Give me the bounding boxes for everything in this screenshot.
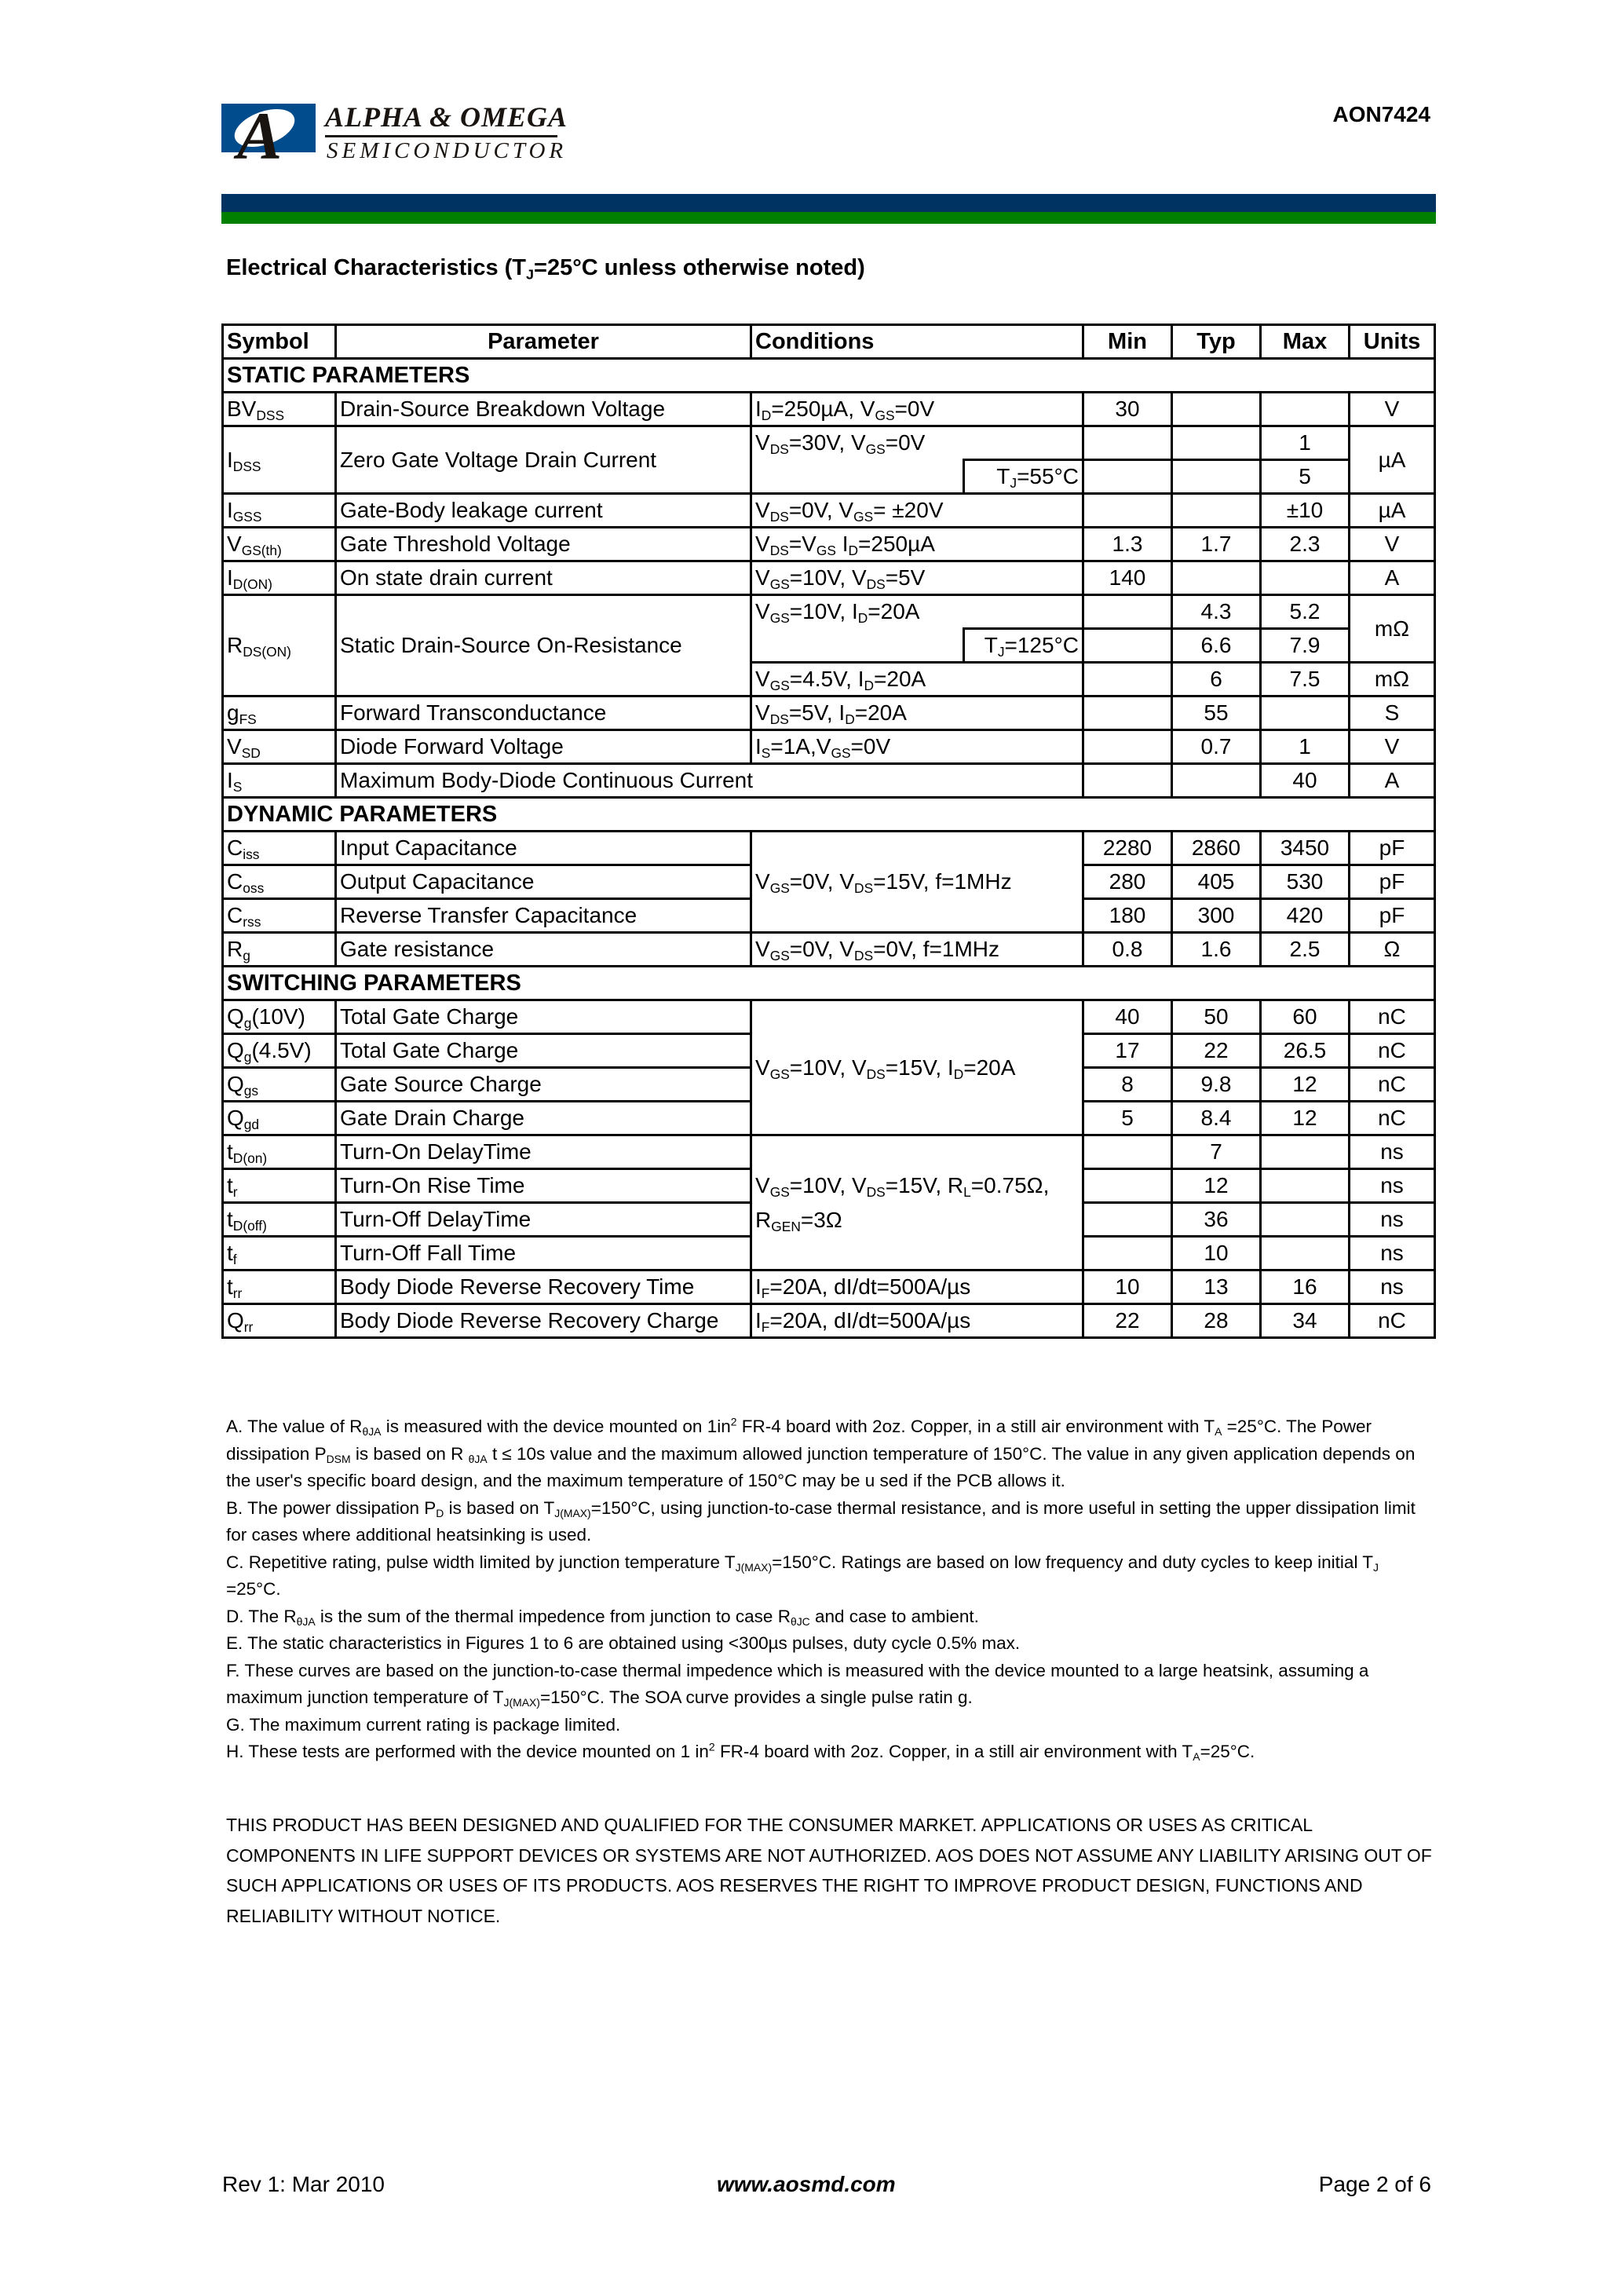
typ-cell: 2860: [1172, 832, 1261, 865]
max-cell: 1: [1261, 426, 1350, 460]
conditions-cell: $I_F=20A$, dI/dt=500A/µs: [751, 1304, 1083, 1338]
min-cell: [1083, 494, 1172, 528]
disclaimer-text: THIS PRODUCT HAS BEEN DESIGNED AND QUALIFIED FOR THE CONSUMER MARKET. APPLICATIONS OR USES AS CRITICAL COMPONENTS IN LIFE SUPPORT DEVICES OR SYSTEMS ARE NOT AUTHORIZED. AOS DOES NOT ASSUME ANY LIABILITY ARISING OUT OF SUCH APPLICATIONS OR USES OF ITS PRODUCTS. AOS RESERVES THE RIGHT TO IMPROVE PRODUCT DESIGN, FUNCTIONS AND RELIABILITY WITHOUT NOTICE.: [226, 1815, 1432, 1926]
conditions-cell: $V_{DS}=0V$, $V_{GS}= \pm 20V$: [751, 494, 1083, 528]
symbol-cell: $I_{DSS}$: [223, 426, 336, 494]
typ-cell: 22: [1172, 1034, 1261, 1068]
unit-cell: V: [1350, 528, 1435, 561]
header-band-blue: [221, 194, 1436, 212]
max-cell: 530: [1261, 865, 1350, 899]
min-cell: [1083, 1169, 1172, 1203]
typ-cell: [1172, 764, 1261, 798]
symbol-cell: $t_f$: [223, 1237, 336, 1270]
conditions-cell: $I_F=20A$, dI/dt=500A/µs: [751, 1270, 1083, 1304]
symbol-cell: $Q_g(4.5V)$: [223, 1034, 336, 1068]
max-cell: 7.5: [1261, 663, 1350, 696]
section-row-static: [223, 359, 1435, 393]
parameter-cell: Total Gate Charge: [336, 1034, 751, 1068]
table-row: [223, 1135, 1435, 1169]
min-cell: [1083, 460, 1172, 494]
footnote-h: H. These tests are performed with the device mounted on 1 $in^2$ FR-4 board with 2oz. Copper, in a still air environment with $T_A=25^\circ C$.: [226, 1740, 1255, 1764]
min-cell: 22: [1083, 1304, 1172, 1338]
min-cell: 5: [1083, 1102, 1172, 1135]
unit-cell: nC: [1350, 1068, 1435, 1102]
min-cell: [1083, 1237, 1172, 1270]
unit-cell: pF: [1350, 899, 1435, 933]
conditions-cell: $I_D=250\mu A$, $V_{GS}=0V$: [751, 393, 1083, 426]
max-cell: ±10: [1261, 494, 1350, 528]
table-row: [223, 764, 1435, 798]
parameter-cell: Maximum Body-Diode Continuous Current: [336, 764, 1083, 798]
symbol-cell: $Q_{rr}$: [223, 1304, 336, 1338]
page-number: Page 2 of 6: [1318, 2172, 1431, 2196]
min-cell: 180: [1083, 899, 1172, 933]
min-cell: 2280: [1083, 832, 1172, 865]
typ-cell: [1172, 426, 1261, 460]
unit-cell: ns: [1350, 1203, 1435, 1237]
conditions-spacer: [751, 629, 964, 663]
typ-cell: 4.3: [1172, 595, 1261, 629]
logo-company-sub: SEMICONDUCTOR: [327, 138, 568, 163]
unit-cell: µA: [1350, 426, 1435, 494]
parameter-cell: Turn-Off DelayTime: [336, 1203, 751, 1237]
company-logo: [221, 98, 598, 182]
logo-company-name: ALPHA & OMEGA: [325, 101, 568, 133]
parameter-cell: Zero Gate Voltage Drain Current: [336, 426, 751, 494]
typ-cell: 1.7: [1172, 528, 1261, 561]
min-cell: [1083, 1203, 1172, 1237]
parameter-cell: Diode Forward Voltage: [336, 730, 751, 764]
typ-cell: 405: [1172, 865, 1261, 899]
max-cell: 12: [1261, 1102, 1350, 1135]
min-cell: [1083, 764, 1172, 798]
symbol-cell: $Q_g(10V)$: [223, 1000, 336, 1034]
max-cell: 16: [1261, 1270, 1350, 1304]
typ-cell: 12: [1172, 1169, 1261, 1203]
section-row-dynamic: [223, 798, 1435, 832]
max-cell: [1261, 1203, 1350, 1237]
unit-cell: ns: [1350, 1169, 1435, 1203]
table-header-row: [223, 325, 1435, 359]
table-row: [223, 393, 1435, 426]
unit-cell: nC: [1350, 1102, 1435, 1135]
symbol-cell: $R_{DS(ON)}$: [223, 595, 336, 696]
max-cell: 40: [1261, 764, 1350, 798]
unit-cell: S: [1350, 696, 1435, 730]
table-row: [223, 730, 1435, 764]
section-label: STATIC PARAMETERS: [223, 359, 1435, 393]
unit-cell: ns: [1350, 1135, 1435, 1169]
typ-cell: 50: [1172, 1000, 1261, 1034]
unit-cell: pF: [1350, 865, 1435, 899]
max-cell: [1261, 1169, 1350, 1203]
max-cell: 2.5: [1261, 933, 1350, 967]
unit-cell: nC: [1350, 1034, 1435, 1068]
parameter-cell: Gate resistance: [336, 933, 751, 967]
symbol-cell: $t_{D(on)}$: [223, 1135, 336, 1169]
col-header-min: Min: [1083, 325, 1172, 359]
min-cell: 280: [1083, 865, 1172, 899]
unit-cell: ns: [1350, 1270, 1435, 1304]
unit-cell: µA: [1350, 494, 1435, 528]
max-cell: [1261, 561, 1350, 595]
col-header-typ: Typ: [1172, 325, 1261, 359]
table-row: [223, 696, 1435, 730]
parameter-cell: Gate-Body leakage current: [336, 494, 751, 528]
typ-cell: 28: [1172, 1304, 1261, 1338]
conditions-cell: $V_{DS}=V_{GS}$ $I_D=250\mu A$: [751, 528, 1083, 561]
typ-cell: [1172, 561, 1261, 595]
footnote-d: D. The $R_{\theta JA}$ is the sum of the thermal impedence from junction to case $R_{\theta JC}$ and case to ambient.: [226, 1606, 979, 1628]
min-cell: [1083, 629, 1172, 663]
typ-cell: [1172, 494, 1261, 528]
symbol-cell: $R_g$: [223, 933, 336, 967]
unit-cell: mΩ: [1350, 663, 1435, 696]
max-cell: [1261, 393, 1350, 426]
min-cell: [1083, 426, 1172, 460]
section-label: SWITCHING PARAMETERS: [223, 967, 1435, 1000]
symbol-cell: $C_{iss}$: [223, 832, 336, 865]
typ-cell: 1.6: [1172, 933, 1261, 967]
table-row: [223, 528, 1435, 561]
parameter-cell: Body Diode Reverse Recovery Charge: [336, 1304, 751, 1338]
typ-cell: 55: [1172, 696, 1261, 730]
footnote-c: C. Repetitive rating, pulse width limited by junction temperature $T_{J(MAX)}=150^\circ C$. Ratings are based on low frequency and duty cycles to keep initial $T_J =25^\circ C$.: [226, 1552, 1379, 1599]
section-title: Electrical Characteristics ($T_J=25^\circ C$ unless otherwise noted): [226, 255, 865, 283]
symbol-cell: $I_{D(ON)}$: [223, 561, 336, 595]
unit-cell: Ω: [1350, 933, 1435, 967]
symbol-cell: $t_r$: [223, 1169, 336, 1203]
symbol-cell: $I_S$: [223, 764, 336, 798]
conditions-cell: $V_{GS}=10V$, $I_D=20A$: [751, 595, 1083, 629]
symbol-cell: $Q_{gd}$: [223, 1102, 336, 1135]
unit-cell: A: [1350, 561, 1435, 595]
col-header-parameter: Parameter: [336, 325, 751, 359]
revision-label: Rev 1: Mar 2010: [222, 2172, 385, 2196]
conditions-temp-cell: $T_J=55^\circ C$: [964, 460, 1083, 494]
parameter-cell: Input Capacitance: [336, 832, 751, 865]
symbol-cell: $g_{FS}$: [223, 696, 336, 730]
parameter-cell: Turn-On DelayTime: [336, 1135, 751, 1169]
part-number: AON7424: [1332, 102, 1430, 126]
col-header-max: Max: [1261, 325, 1350, 359]
parameter-cell: Gate Drain Charge: [336, 1102, 751, 1135]
parameter-cell: Gate Source Charge: [336, 1068, 751, 1102]
typ-cell: 0.7: [1172, 730, 1261, 764]
typ-cell: 9.8: [1172, 1068, 1261, 1102]
symbol-cell: $t_{rr}$: [223, 1270, 336, 1304]
unit-cell: V: [1350, 393, 1435, 426]
col-header-units: Units: [1350, 325, 1435, 359]
footnote-f: F. These curves are based on the junction-to-case thermal impedence which is measured with the device mounted to a large heatsink, assuming a maximum junction temperature of $T_{J(MAX)}=150^\circ C$. The SOA curve provides a single pulse ratin g.: [226, 1660, 1369, 1709]
typ-cell: 300: [1172, 899, 1261, 933]
min-cell: 1.3: [1083, 528, 1172, 561]
unit-cell: pF: [1350, 832, 1435, 865]
parameter-cell: Body Diode Reverse Recovery Time: [336, 1270, 751, 1304]
logo-divider: [325, 135, 557, 137]
typ-cell: 13: [1172, 1270, 1261, 1304]
unit-cell: nC: [1350, 1304, 1435, 1338]
min-cell: [1083, 1135, 1172, 1169]
max-cell: 26.5: [1261, 1034, 1350, 1068]
conditions-cell: $I_S=1A,V_{GS}=0V$: [751, 730, 1083, 764]
min-cell: [1083, 595, 1172, 629]
parameter-cell: Drain-Source Breakdown Voltage: [336, 393, 751, 426]
min-cell: 0.8: [1083, 933, 1172, 967]
max-cell: [1261, 1237, 1350, 1270]
electrical-characteristics-table: [221, 324, 1436, 1339]
table-row: [223, 426, 1435, 460]
typ-cell: [1172, 460, 1261, 494]
max-cell: 2.3: [1261, 528, 1350, 561]
table-row: [223, 832, 1435, 865]
conditions-spacer: [751, 460, 964, 494]
typ-cell: 8.4: [1172, 1102, 1261, 1135]
unit-cell: ns: [1350, 1237, 1435, 1270]
parameter-cell: Turn-On Rise Time: [336, 1169, 751, 1203]
conditions-cell: $V_{GS}=4.5V$, $I_D=20A$: [751, 663, 1083, 696]
symbol-cell: $BV_{DSS}$: [223, 393, 336, 426]
symbol-cell: $t_{D(off)}$: [223, 1203, 336, 1237]
conditions-cell: $V_{GS}=0V$, $V_{DS}=0V$, f=1MHz: [751, 933, 1083, 967]
symbol-cell: $V_{SD}$: [223, 730, 336, 764]
symbol-cell: $C_{oss}$: [223, 865, 336, 899]
table-row: [223, 561, 1435, 595]
max-cell: 5.2: [1261, 595, 1350, 629]
footnote-b: B. The power dissipation $P_D$ is based on $T_{J(MAX)}=150^\circ C$, using junction-to-case thermal resistance, and is more useful in setting the upper dissipation limit for cases where additional heatsinking is used.: [226, 1497, 1416, 1545]
section-row-switching: [223, 967, 1435, 1000]
table-row: [223, 933, 1435, 967]
parameter-cell: Output Capacitance: [336, 865, 751, 899]
conditions-cell: $V_{GS}=10V$, $V_{DS}=15V$, $I_D=20A$: [751, 1000, 1083, 1135]
col-header-conditions: Conditions: [751, 325, 1083, 359]
section-label: DYNAMIC PARAMETERS: [223, 798, 1435, 832]
typ-cell: 10: [1172, 1237, 1261, 1270]
conditions-cell: $V_{GS}=10V$, $V_{DS}=5V$: [751, 561, 1083, 595]
typ-cell: 6: [1172, 663, 1261, 696]
symbol-cell: $C_{rss}$: [223, 899, 336, 933]
min-cell: 8: [1083, 1068, 1172, 1102]
conditions-cell: $V_{DS}=30V$, $V_{GS}=0V$: [751, 426, 1083, 460]
conditions-temp-cell: $T_J=125^\circ C$: [964, 629, 1083, 663]
footnote-g: G. The maximum current rating is package limited.: [226, 1714, 621, 1735]
logo-ap-glyph-icon: A: [237, 98, 283, 174]
unit-cell: V: [1350, 730, 1435, 764]
min-cell: 40: [1083, 1000, 1172, 1034]
symbol-cell: $V_{GS(th)}$: [223, 528, 336, 561]
footnote-e: E. The static characteristics in Figures 1 to 6 are obtained using <300µs pulses, duty cycle 0.5% max.: [226, 1633, 1021, 1653]
typ-cell: 36: [1172, 1203, 1261, 1237]
parameter-cell: Static Drain-Source On-Resistance: [336, 595, 751, 696]
table-row: [223, 1270, 1435, 1304]
typ-cell: 6.6: [1172, 629, 1261, 663]
max-cell: 34: [1261, 1304, 1350, 1338]
max-cell: 60: [1261, 1000, 1350, 1034]
parameter-cell: Forward Transconductance: [336, 696, 751, 730]
max-cell: [1261, 696, 1350, 730]
unit-cell: A: [1350, 764, 1435, 798]
min-cell: 30: [1083, 393, 1172, 426]
unit-cell: nC: [1350, 1000, 1435, 1034]
parameter-cell: Gate Threshold Voltage: [336, 528, 751, 561]
max-cell: 1: [1261, 730, 1350, 764]
max-cell: 420: [1261, 899, 1350, 933]
table-row: [223, 595, 1435, 629]
website-link[interactable]: www.aosmd.com: [717, 2172, 896, 2196]
typ-cell: 7: [1172, 1135, 1261, 1169]
max-cell: 7.9: [1261, 629, 1350, 663]
unit-cell: mΩ: [1350, 595, 1435, 663]
symbol-cell: $I_{GSS}$: [223, 494, 336, 528]
conditions-cell: $V_{GS}=10V$, $V_{DS}=15V$, $R_L=0.75\Omega$, $R_{GEN}=3\Omega$: [751, 1135, 1083, 1270]
max-cell: 3450: [1261, 832, 1350, 865]
max-cell: 5: [1261, 460, 1350, 494]
parameter-cell: On state drain current: [336, 561, 751, 595]
table-row: [223, 1000, 1435, 1034]
min-cell: 17: [1083, 1034, 1172, 1068]
max-cell: [1261, 1135, 1350, 1169]
parameter-cell: Total Gate Charge: [336, 1000, 751, 1034]
parameter-cell: Reverse Transfer Capacitance: [336, 899, 751, 933]
conditions-cell: $V_{GS}=0V$, $V_{DS}=15V$, f=1MHz: [751, 832, 1083, 933]
col-header-symbol: Symbol: [223, 325, 336, 359]
min-cell: 10: [1083, 1270, 1172, 1304]
symbol-cell: $Q_{gs}$: [223, 1068, 336, 1102]
parameter-cell: Turn-Off Fall Time: [336, 1237, 751, 1270]
min-cell: [1083, 730, 1172, 764]
table-row: [223, 494, 1435, 528]
min-cell: 140: [1083, 561, 1172, 595]
min-cell: [1083, 696, 1172, 730]
conditions-cell: $V_{DS}=5V$, $I_D=20A$: [751, 696, 1083, 730]
max-cell: 12: [1261, 1068, 1350, 1102]
header-band-green: [221, 212, 1436, 224]
footnote-a: A. The value of $R_{\theta JA}$ is measured with the device mounted on $1in^2$ FR-4 board with 2oz. Copper, in a still air environment with $T_A =25^\circ C$. The Power dissipation $P_{DSM}$ is based on R $_{\theta JA}$ t ≤ 10s value and the maximum allowed junction temperature of 150°C. The value in any given application depends on the user's specific board design, and the maximum temperature of 150°C may be u sed if the PCB allows it.: [226, 1415, 1416, 1490]
footnotes: [226, 1413, 1435, 1766]
table-row: [223, 1304, 1435, 1338]
typ-cell: [1172, 393, 1261, 426]
min-cell: [1083, 663, 1172, 696]
